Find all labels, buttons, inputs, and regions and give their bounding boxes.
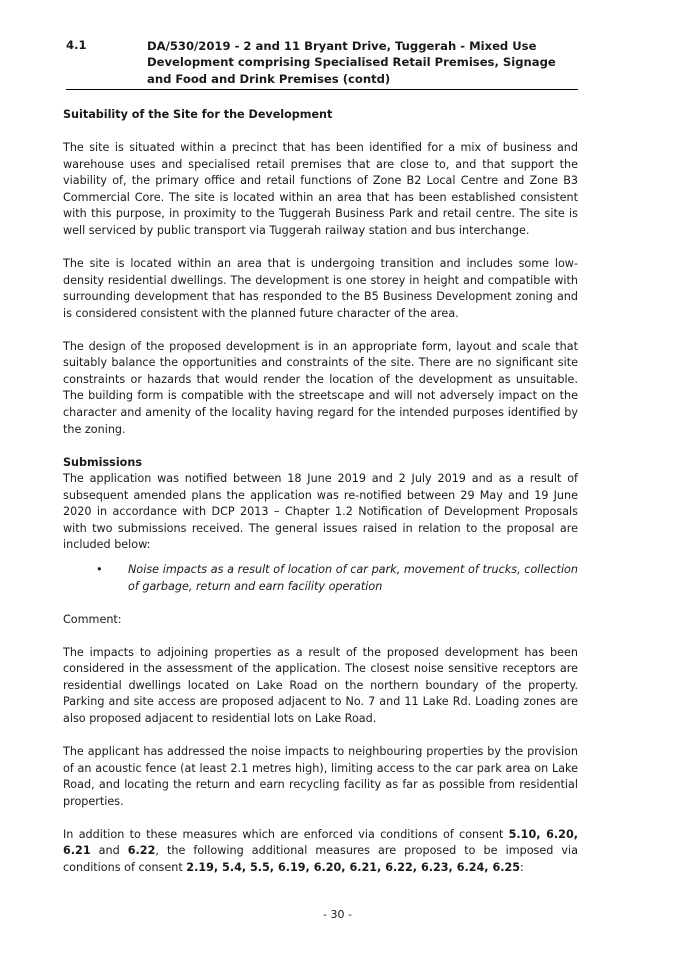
item-number: 4.1 [66,38,87,52]
list-item [63,562,578,595]
paragraph: The site is situated within a precinct that has been identified for a mix of business and warehouse uses and specialised retail premises that are close to, and that support the viability of, the primary office and retail functions of Zone B2 Local Centre and Zone B3 Commercial Core. The site is located within an area that has been established consistent with this purpose, in proximity to the Tuggerah Business Park and retail centre. The site is well serviced by public transport via Tuggerah railway station and bus interchange. [63,141,578,237]
text-run: In addition to these measures which are enforced via conditions of consent [63,827,509,841]
header-divider [66,89,578,90]
paragraph-conditions [63,827,578,877]
section-heading-submissions: Submissions [63,455,142,469]
paragraph: The design of the proposed development is in an appropriate form, layout and scale that suitably balance the opportunities and constraints of the site. There are no significant site constraints or hazards that would render the location of the development as unsuitable. The building form is compatible with the streetscape and will not adversely impact on the character and amenity of the locality having regard for the intended purposes identified by the zoning. [63,339,578,436]
report-body [63,107,578,877]
condition-numbers: 5.10, 6.20, 6.21 [63,827,578,858]
paragraph: The impacts to adjoining properties as a result of the proposed development has been considered in the assessment of the application. The closest noise sensitive receptors are residential dwellings located on Lake Road on the northern boundary of the property. Parking and site access are proposed adjacent to No. 7 and 11 Lake Rd. Loading zones are also proposed adjacent to residential lots on Lake Road. [63,645,578,725]
comment-label: Comment: [63,612,122,626]
section-heading-suitability: Suitability of the Site for the Development [63,108,333,121]
text-run: , the following additional measures are proposed to be imposed via conditions of consent [63,844,578,874]
page-number: - 30 - [323,908,352,921]
paragraph: The applicant has addressed the noise impacts to neighbouring properties by the provision of an acoustic fence (at least 2.1 metres high), limiting access to the car park area on Lake Road, and locating the return and earn recycling facility as far as possible from residential properties. [63,745,578,808]
paragraph: The site is located within an area that is undergoing transition and includes some low-density residential dwellings. The development is one storey in height and compatible with surrounding development that has responded to the B5 Business Development zoning and is considered consistent with the planned future character of the area. [63,257,578,320]
paragraph: The application was notified between 18 June 2019 and 2 July 2019 and as a result of subsequent amended plans the application was re-notified between 29 May and 19 June 2020 in accordance with DCP 2013 – Chapter 1.2 Notification of Development Proposals with two submissions received. The general issues raised in relation to the proposal are included below: [63,472,578,552]
list-item-text: Noise impacts as a result of location of car park, movement of trucks, collection of garbage, return and earn facility operation [128,562,578,593]
bullet-icon: • [96,562,103,576]
text-run: and [90,844,128,858]
item-title: DA/530/2019 - 2 and 11 Bryant Drive, Tuggerah - Mixed Use Development comprising Specialised Retail Premises, Signage and Food and Drink Premises (contd) [147,39,556,86]
text-run: : [520,860,524,874]
condition-numbers: 2.19, 5.4, 5.5, 6.19, 6.20, 6.21, 6.22, 6.23, 6.24, 6.25 [186,860,521,874]
condition-numbers: 6.22 [127,844,156,858]
